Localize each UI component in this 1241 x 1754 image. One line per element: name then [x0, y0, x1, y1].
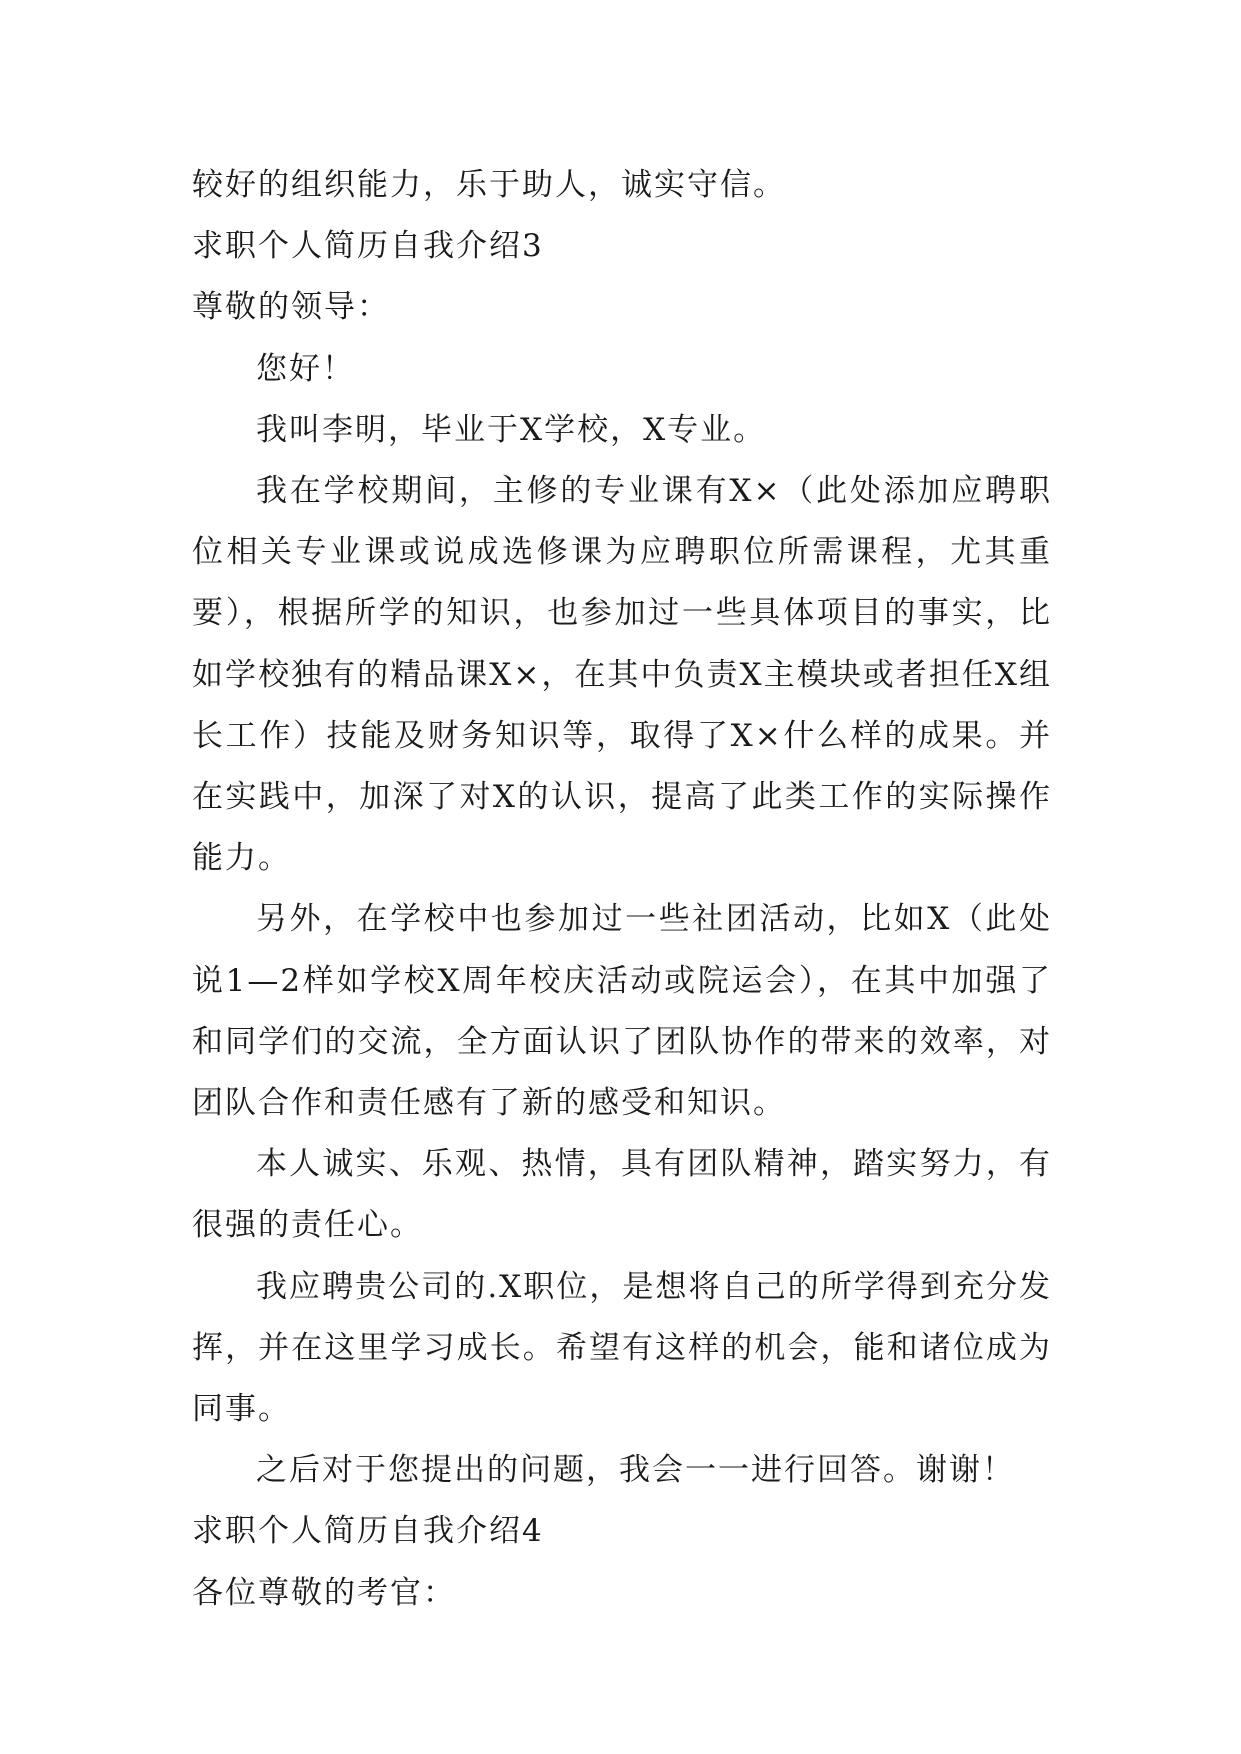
document-body: [192, 155, 1052, 1624]
section-heading-3: 求职个人简历自我介绍3: [192, 228, 544, 265]
paragraph-studies: 我在学校期间，主修的专业课有X×（此处添加应聘职位相关专业课或说成选修课为应聘职位所需课程，尤其重要），根据所学的知识，也参加过一些具体项目的事实，比如学校独有的精品课X×，在其中负责X主模块或者担任X组长工作）技能及财务知识等，取得了X×什么样的成果。并在实践中，加深了对X的认识，提高了此类工作的实际操作能力。: [192, 473, 1052, 877]
paragraph-closing: 之后对于您提出的问题，我会一一进行回答。谢谢！: [256, 1452, 1015, 1489]
paragraph-activities: 另外，在学校中也参加过一些社团活动，比如X（此处说1—2样如学校X周年校庆活动或院运会），在其中加强了和同学们的交流，全方面认识了团队协作的带来的效率，对团队合作和责任感有了新的感受和知识。: [192, 901, 1052, 1122]
paragraph-previous-ending: 较好的组织能力，乐于助人，诚实守信。: [192, 167, 786, 203]
paragraph-character: 本人诚实、乐观、热情，具有团队精神，踏实努力，有很强的责任心。: [192, 1146, 1052, 1244]
paragraph-motivation: 我应聘贵公司的.X职位，是想将自己的所学得到充分发挥，并在这里学习成长。希望有这样的机会，能和诸位成为同事。: [192, 1268, 1052, 1428]
section-heading-4: 求职个人简历自我介绍4: [192, 1513, 544, 1550]
greeting: 您好！: [256, 350, 355, 387]
paragraph-introduction: 我叫李明，毕业于X学校，X专业。: [256, 411, 767, 448]
salutation: 尊敬的领导：: [192, 289, 390, 326]
salutation-examiners: 各位尊敬的考官：: [192, 1574, 456, 1611]
